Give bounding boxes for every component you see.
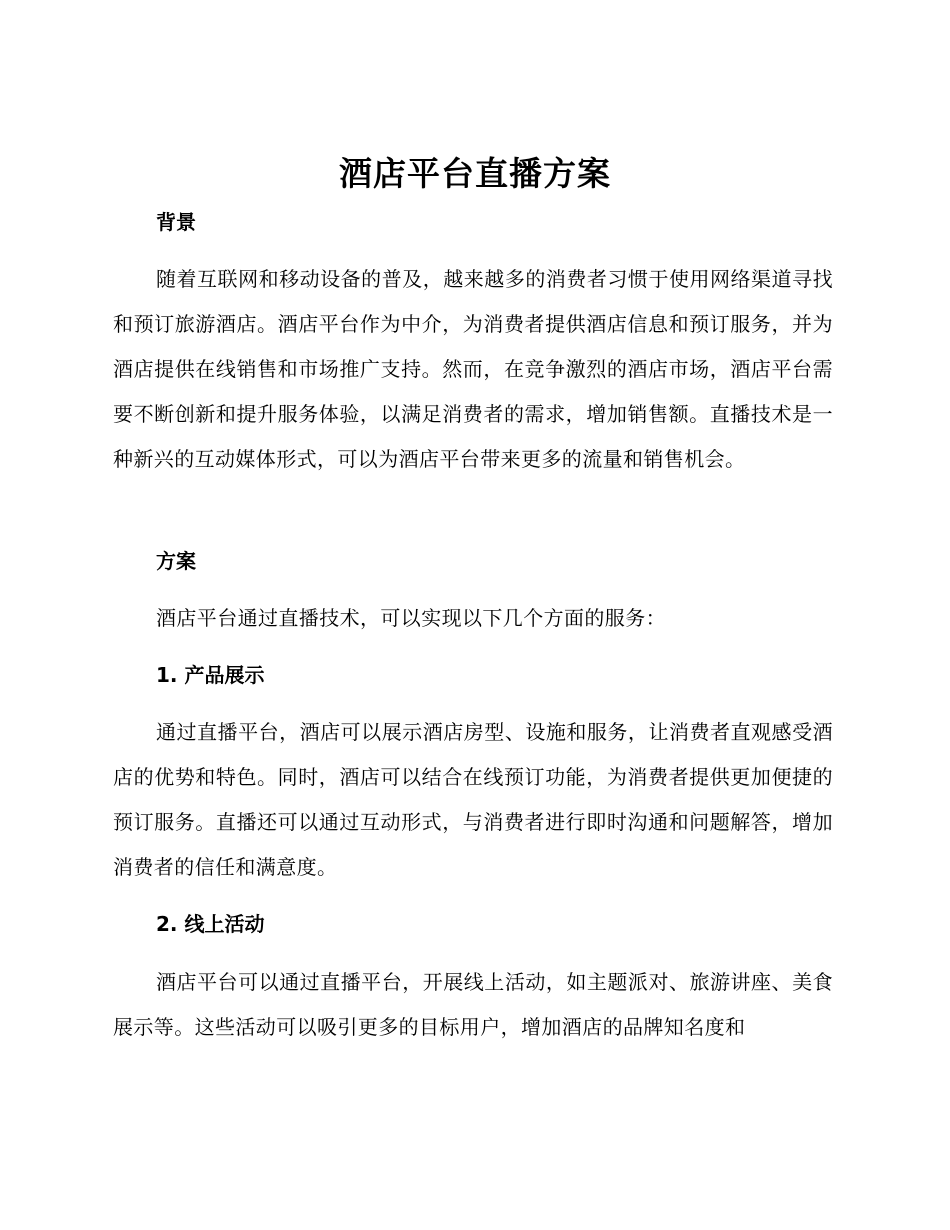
background-paragraph: 随着互联网和移动设备的普及，越来越多的消费者习惯于使用网络渠道寻找和预订旅游酒店。酒店平台作为中介，为消费者提供酒店信息和预订服务，并为酒店提供在线销售和市场推广支持。然而，在竞争激烈的酒店市场，酒店平台需要不断创新和提升服务体验，以满足消费者的需求，增加销售额。直播技术是一种新兴的互动媒体形式，可以为酒店平台带来更多的流量和销售机会。 [113,267,833,471]
section-heading-background: 背景 [156,210,196,234]
product-display-paragraph: 通过直播平台，酒店可以展示酒店房型、设施和服务，让消费者直观感受酒店的优势和特色。同时，酒店可以结合在线预订功能，为消费者提供更加便捷的预订服务。直播还可以通过互动形式，与消费者进行即时沟通和问题解答，增加消费者的信任和满意度。 [113,720,833,879]
section-heading-online-events: 2. 线上活动 [156,912,265,936]
section-heading-product-display: 1. 产品展示 [156,663,265,687]
document-title: 酒店平台直播方案 [339,154,611,193]
plan-intro-paragraph: 酒店平台通过直播技术，可以实现以下几个方面的服务： [156,606,666,630]
section-heading-plan: 方案 [156,549,196,573]
online-events-paragraph: 酒店平台可以通过直播平台，开展线上活动，如主题派对、旅游讲座、美食展示等。这些活动可以吸引更多的目标用户，增加酒店的品牌知名度和 [113,970,833,1039]
